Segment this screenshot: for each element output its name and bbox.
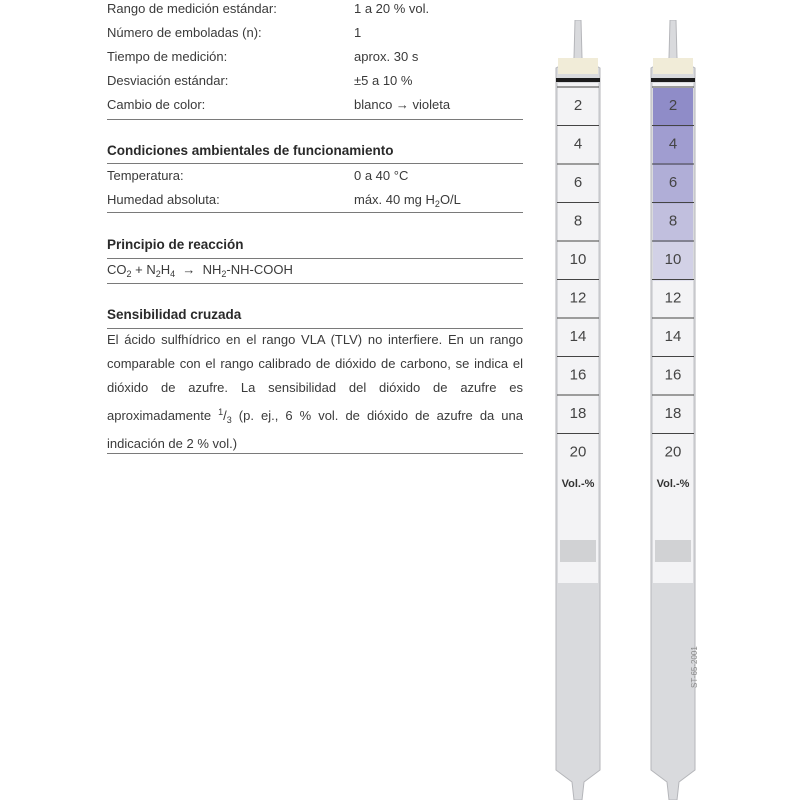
fraction-numerator: 1 (218, 407, 224, 417)
cross-sensitivity-heading: Sensibilidad cruzada (107, 307, 242, 322)
spec-value: aprox. 30 s (354, 49, 419, 64)
tube-scale-label: 20 (664, 443, 682, 461)
tube-scale-label: 10 (569, 251, 587, 268)
condition-row-humidity (107, 188, 523, 212)
tube-scale-label: 6 (573, 174, 583, 191)
tube-scale-label: 14 (569, 328, 587, 345)
tube-unit-label: Vol.-% (656, 478, 690, 490)
tube-separator (655, 540, 691, 562)
condition-value: 0 a 40 °C (354, 168, 409, 183)
subscript: 4 (170, 269, 176, 279)
spec-row-time (107, 45, 523, 69)
tube-scale-label: 20 (569, 443, 587, 461)
image-code: ST-65-2001 (690, 646, 699, 688)
cross-text-end: (p. ej., 6 % vol. de dióxido de azufre da una indicación de 2 % vol.) (107, 408, 523, 451)
divider (107, 119, 523, 120)
condition-row-temperature (107, 164, 523, 188)
reaction-equation (107, 258, 523, 282)
spec-value: blanco → violeta (354, 97, 451, 112)
spec-label: Desviación estándar: (107, 73, 229, 88)
subscript: 2 (221, 269, 227, 279)
tube-scale-label: 18 (569, 405, 587, 422)
humidity-subscript: 2 (434, 199, 440, 209)
tube-band (556, 78, 600, 82)
tube-scale-label: 18 (664, 405, 682, 422)
tube-scale-label: 2 (573, 97, 583, 114)
tube-scale-label: 14 (664, 328, 682, 345)
tube-band (651, 78, 695, 82)
cross-text-start: El ácido sulfhídrico en el rango VLA (TLV) no interfiere. En un rango comparable con el rango calibrado de dióxido de carbono, se indica el dióxido de azufre. La sensibilidad del dióxido de azufre es aproximadamente (107, 332, 523, 423)
tube-scale-label: 10 (664, 251, 682, 268)
tube-scale-label: 4 (668, 135, 678, 153)
spec-label: Cambio de color: (107, 97, 206, 112)
humidity-value-text: máx. 40 mg H (354, 192, 435, 207)
tube-scale-label: 8 (573, 212, 583, 230)
tube-plug (558, 58, 598, 74)
tube-unit-label: Vol.-% (561, 478, 595, 490)
spec-table (107, 0, 523, 117)
fraction-slash: / (223, 408, 227, 423)
tube-scale-label: 16 (664, 366, 682, 384)
spec-row-range (107, 0, 523, 21)
reaction-heading: Principio de reacción (107, 237, 244, 252)
spec-label: Número de emboladas (n): (107, 25, 262, 40)
tube-separator (560, 540, 596, 562)
tube-scale-label: 16 (569, 366, 587, 384)
tube-scale-label: 8 (668, 212, 678, 230)
subscript: 2 (155, 269, 161, 279)
spec-row-color-change (107, 93, 523, 117)
tube-scale-label: 6 (668, 174, 678, 191)
tube-scale-label: 12 (664, 289, 682, 307)
reactant-co2: CO (107, 262, 127, 277)
tube-scale-label: 4 (573, 135, 583, 153)
reaction-arrow: → (182, 262, 196, 277)
condition-label: Temperatura: (107, 168, 184, 183)
reactant-n2h4: + N (131, 262, 156, 277)
fraction-denominator: 3 (226, 415, 232, 425)
product-rest: -NH-COOH (226, 262, 293, 277)
spec-row-deviation (107, 69, 523, 93)
divider (107, 453, 523, 454)
humidity-unit: O/L (439, 192, 461, 207)
spec-value: 1 (354, 25, 362, 40)
spec-value: 1 a 20 % vol. (354, 1, 430, 16)
tube-plug (653, 58, 693, 74)
spec-value: ±5 a 10 % (354, 73, 413, 88)
product: NH (202, 262, 222, 277)
divider (107, 283, 523, 284)
conditions-table (107, 164, 523, 212)
spec-label: Rango de medición estándar: (107, 1, 277, 16)
detector-tube-unused (548, 20, 608, 800)
tube-scale-label: 2 (668, 97, 678, 114)
conditions-heading: Condiciones ambientales de funcionamiento (107, 143, 394, 158)
spec-row-strokes (107, 21, 523, 45)
subscript: 2 (126, 269, 132, 279)
divider (107, 212, 523, 213)
spec-label: Tiempo de medición: (107, 49, 228, 64)
tube-scale-label: 12 (569, 289, 587, 307)
reactant-h: H (160, 262, 171, 277)
condition-label: Humedad absoluta: (107, 192, 220, 207)
cross-sensitivity-text (107, 328, 523, 456)
